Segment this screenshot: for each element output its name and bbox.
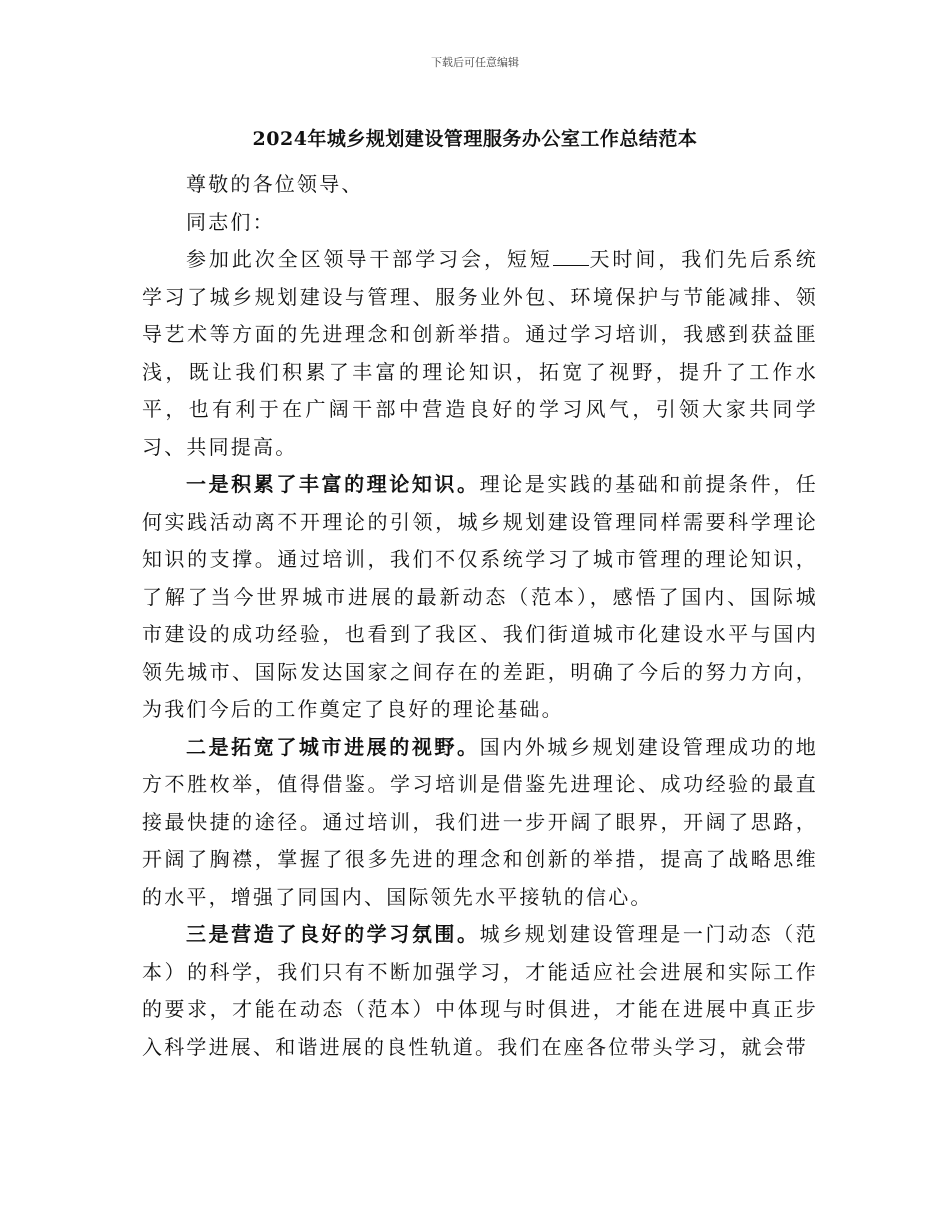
header-note: 下载后可任意编辑 — [431, 56, 519, 69]
fill-in-blank — [553, 243, 589, 266]
salutation-line-1: 尊敬的各位领导、 — [186, 172, 364, 196]
intro-paragraph — [142, 241, 818, 466]
section-paragraph-1 — [142, 466, 818, 729]
document-body — [142, 166, 818, 1066]
section-2-body: 国内外城乡规划建设管理成功的地方不胜枚举，值得借鉴。学习培训是借鉴先进理论、成功经验的最直接最快捷的途径。通过培训，我们进一步开阔了眼界，开阔了思路，开阔了胸襟，掌握了很多先进的理念和创新的举措，提高了战略思维的水平，增强了同国内、国际领先水平接轨的信心。 — [142, 734, 818, 909]
section-2-lead: 二是拓宽了城市进展的视野。 — [186, 734, 480, 759]
section-paragraph-2 — [142, 729, 818, 917]
section-paragraph-3 — [142, 916, 818, 1066]
section-1-body: 理论是实践的基础和前提条件，任何实践活动离不开理论的引领，城乡规划建设管理同样需要科学理论知识的支撑。通过培训，我们不仅系统学习了城市管理的理论知识，了解了当今世界城市进展的最新动态（范本），感悟了国内、国际城市建设的成功经验，也看到了我区、我们街道城市化建设水平与国内领先城市、国际发达国家之间存在的差距，明确了今后的努力方向，为我们今后的工作奠定了良好的理论基础。 — [142, 472, 818, 721]
salutation-line-2: 同志们： — [186, 209, 275, 234]
section-1-lead: 一是积累了丰富的理论知识。 — [186, 472, 480, 496]
section-3-body: 城乡规划建设管理是一门动态（范本）的科学，我们只有不断加强学习，才能适应社会进展和实际工作的要求，才能在动态（范本）中体现与时俱进，才能在进展中真正步入科学进展、和谐进展的良性轨道。我们在座各位带头学习，就会带 — [142, 922, 818, 1059]
section-3-lead: 三是营造了良好的学习氛围。 — [186, 922, 480, 946]
intro-text-after-blank: 天时间，我们先后系统学习了城乡规划建设与管理、服务业外包、环境保护与节能减排、领导艺术等方面的先进理念和创新举措。通过学习培训，我感到获益匪浅，既让我们积累了丰富的理论知识，拓宽了视野，提升了工作水平，也有利于在广阔干部中营造良好的学习风气，引领大家共同学习、共同提高。 — [142, 247, 819, 459]
intro-text-before-blank: 参加此次全区领导干部学习会，短短 — [186, 247, 553, 271]
document-title: 2024年城乡规划建设管理服务办公室工作总结范本 — [252, 128, 698, 150]
